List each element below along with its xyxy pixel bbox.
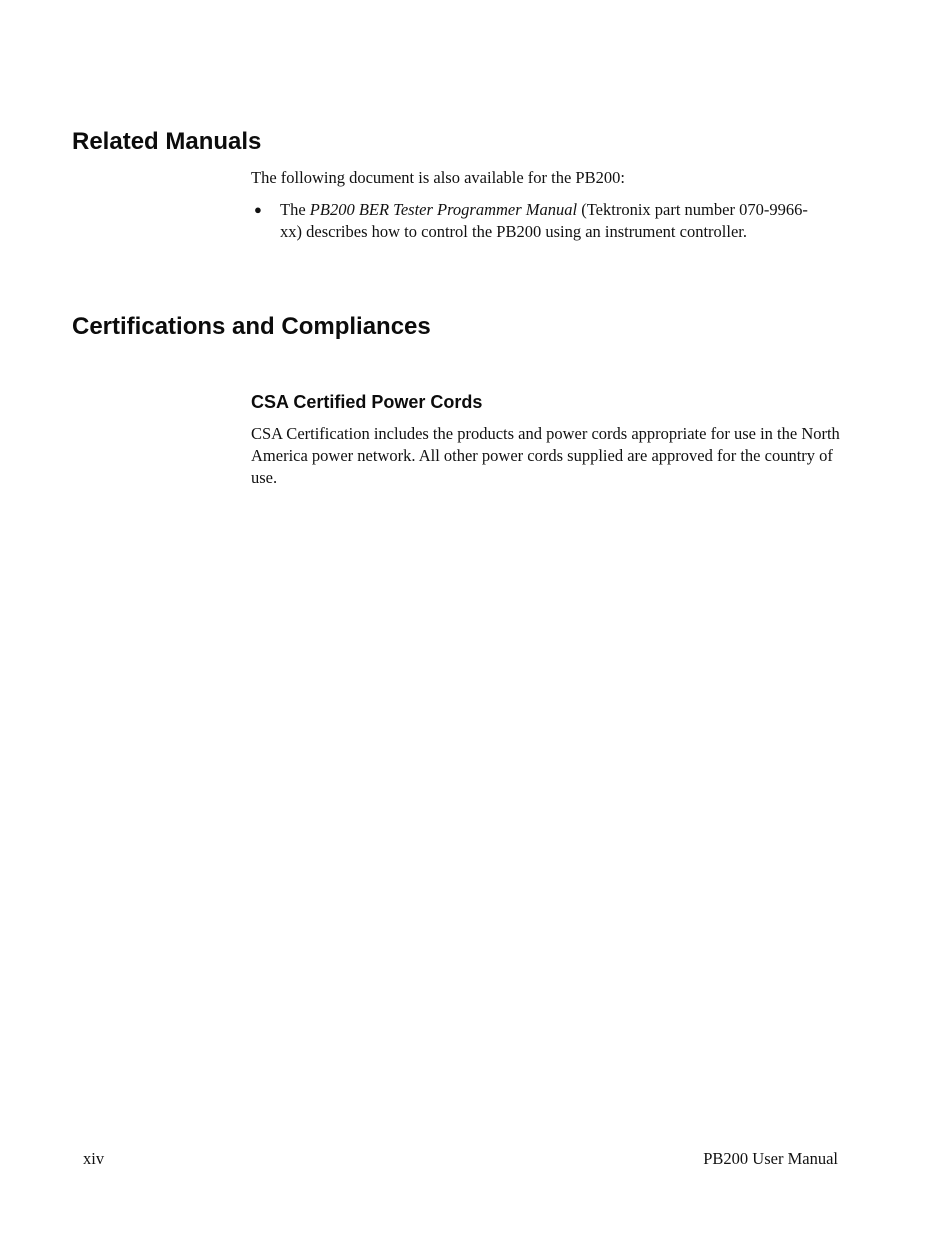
csa-body: CSA Certification includes the products and power cords appropriate for use in the North America power network. All other power cords supplied are approved for the country of use. (251, 424, 840, 487)
bullet-prefix: The (280, 200, 310, 219)
bullet-suffix: (Tektronix part number 070-9966-xx) describes how to control the PB200 using an instrument controller. (280, 200, 808, 241)
page-number: xiv (83, 1149, 105, 1168)
bullet-text (280, 199, 811, 243)
list-item (251, 199, 811, 243)
csa-heading: CSA Certified Power Cords (251, 392, 483, 412)
bullet-icon: ● (254, 202, 262, 217)
certifications-heading: Certifications and Compliances (72, 313, 431, 340)
manual-title: PB200 BER Tester Programmer Manual (309, 200, 578, 219)
manual-name: PB200 User Manual (703, 1149, 838, 1168)
related-manuals-heading: Related Manuals (72, 128, 262, 155)
related-manuals-intro: The following document is also available for the PB200: (251, 168, 625, 187)
